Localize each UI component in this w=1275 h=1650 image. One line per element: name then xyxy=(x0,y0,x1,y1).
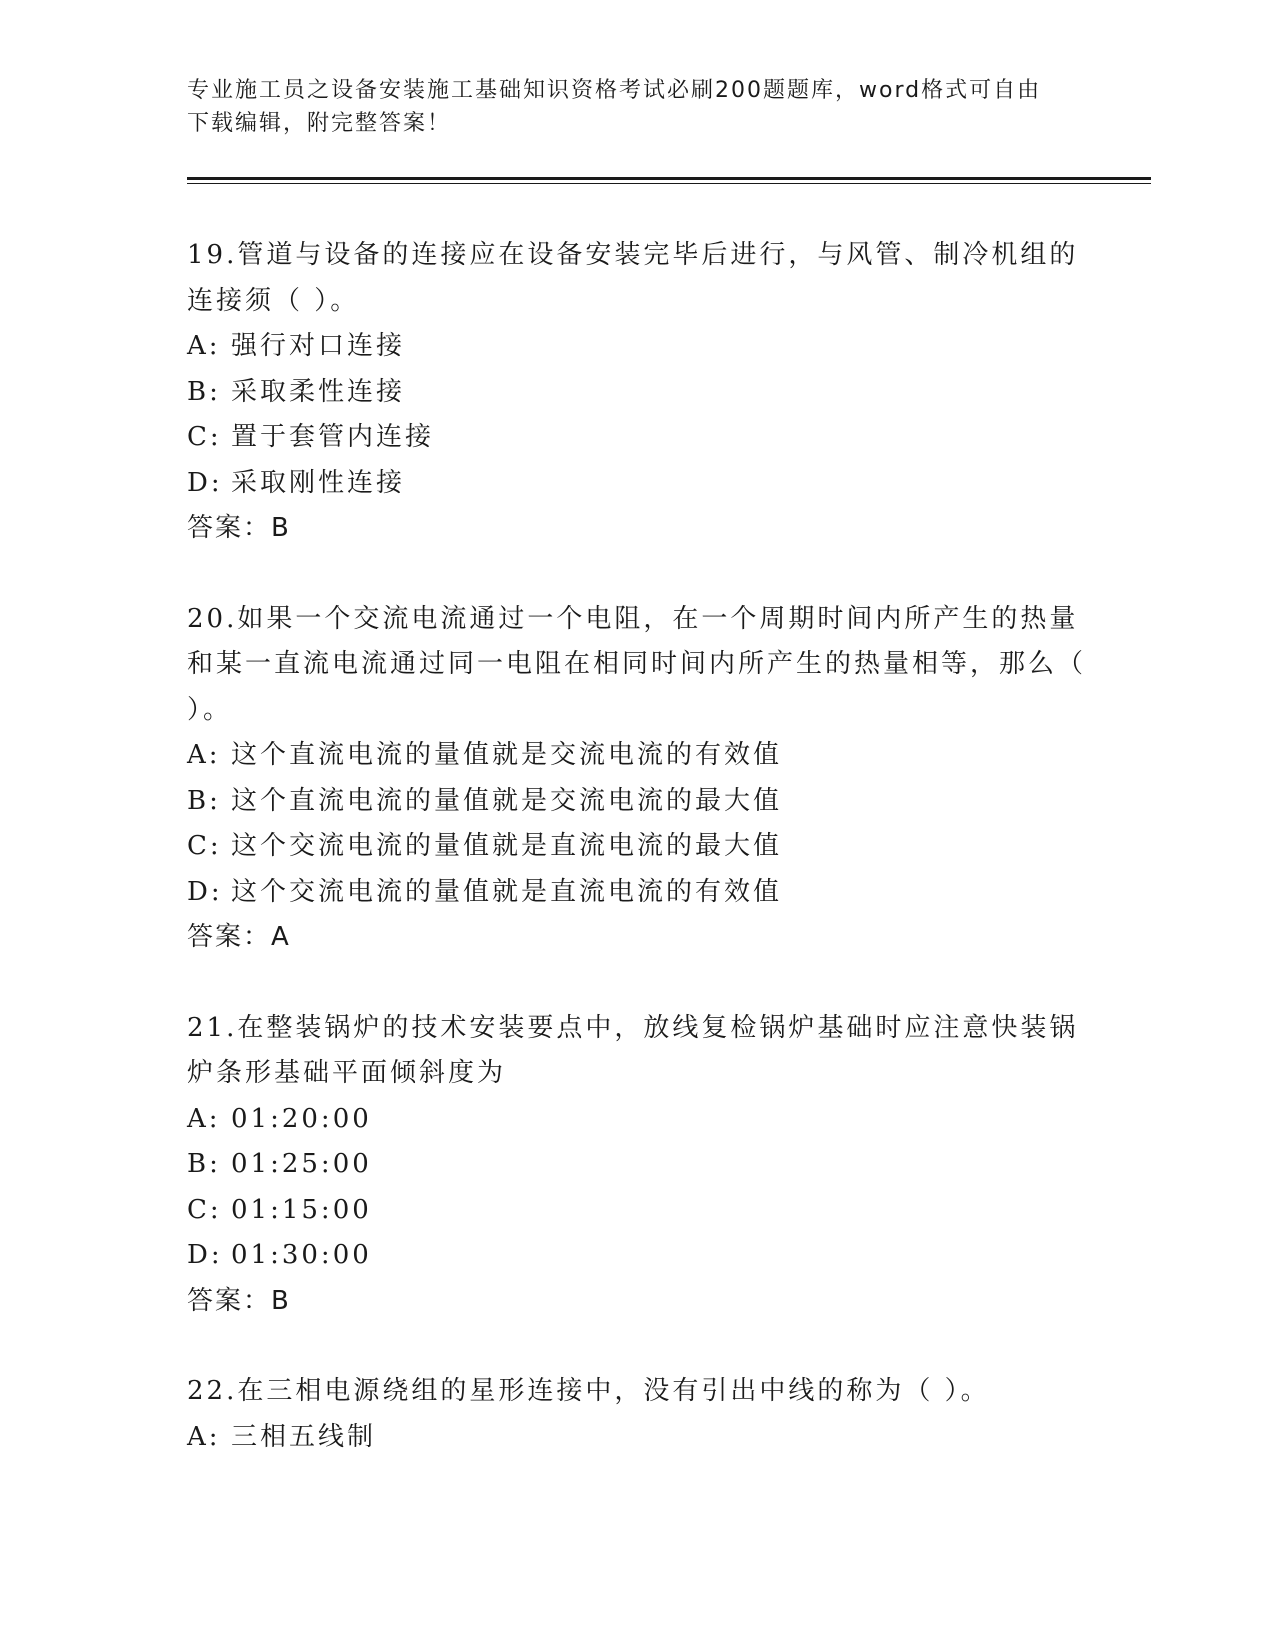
option-key: D: xyxy=(187,876,223,907)
option-text: 采取柔性连接 xyxy=(231,376,406,407)
option-d xyxy=(187,1233,1087,1279)
option-key: A: xyxy=(187,1103,221,1134)
option-key: B: xyxy=(187,1149,221,1179)
option-text: 这个交流电流的量值就是直流电流的有效值 xyxy=(231,876,783,907)
answer-line: 答案：B xyxy=(187,1285,291,1316)
option-key: D: xyxy=(187,1240,223,1270)
option-text: 01:25:00 xyxy=(231,1149,372,1179)
option-text: 01:15:00 xyxy=(231,1194,372,1225)
option-b xyxy=(187,779,1087,825)
option-a xyxy=(187,1415,1087,1461)
question-list xyxy=(187,233,1087,1505)
option-c xyxy=(187,415,1087,461)
option-key: A: xyxy=(187,1421,221,1452)
option-text: 01:30:00 xyxy=(231,1240,372,1270)
header-divider-thin xyxy=(187,183,1151,184)
option-key: C: xyxy=(187,1194,222,1225)
question-21 xyxy=(187,1006,1087,1325)
option-d xyxy=(187,461,1087,507)
option-text: 三相五线制 xyxy=(231,1421,377,1452)
header-line-2: 下载编辑，附完整答案！ xyxy=(187,111,452,136)
option-text: 强行对口连接 xyxy=(231,331,406,361)
option-text: 这个直流电流的量值就是交流电流的最大值 xyxy=(231,785,783,816)
question-22 xyxy=(187,1369,1087,1460)
option-text: 置于套管内连接 xyxy=(231,422,435,452)
header-line-1: 专业施工员之设备安装施工基础知识资格考试必刷200题题库，word格式可自由 xyxy=(187,78,1042,103)
answer-line: 答案：A xyxy=(187,922,291,952)
answer-line: 答案：B xyxy=(187,513,291,543)
option-key: B: xyxy=(187,376,221,407)
option-key: C: xyxy=(187,831,222,861)
option-text: 这个直流电流的量值就是交流电流的有效值 xyxy=(231,740,783,770)
question-stem: 21.在整装锅炉的技术安装要点中，放线复检锅炉基础时应注意快装锅炉条形基础平面倾斜度为 xyxy=(187,1012,1079,1088)
option-key: B: xyxy=(187,785,221,816)
option-text: 01:20:00 xyxy=(231,1103,372,1134)
header-divider-thick xyxy=(187,177,1151,180)
option-c xyxy=(187,1188,1087,1234)
option-a xyxy=(187,324,1087,370)
option-key: C: xyxy=(187,422,222,452)
question-stem: 20.如果一个交流电流通过一个电阻，在一个周期时间内所产生的热量和某一直流电流通过同一电阻在相同时间内所产生的热量相等，那么（ ）。 xyxy=(187,603,1087,725)
option-key: A: xyxy=(187,331,221,361)
document-header xyxy=(187,74,1087,140)
option-text: 这个交流电流的量值就是直流电流的最大值 xyxy=(231,831,783,861)
option-text: 采取刚性连接 xyxy=(231,467,406,498)
option-a xyxy=(187,733,1087,779)
option-key: A: xyxy=(187,740,221,770)
option-a xyxy=(187,1097,1087,1143)
option-d xyxy=(187,870,1087,916)
question-19 xyxy=(187,233,1087,552)
option-b xyxy=(187,1142,1087,1188)
option-key: D: xyxy=(187,467,223,498)
question-stem: 22.在三相电源绕组的星形连接中，没有引出中线的称为（ ）。 xyxy=(187,1376,990,1406)
option-c xyxy=(187,824,1087,870)
option-b xyxy=(187,370,1087,416)
question-stem: 19.管道与设备的连接应在设备安装完毕后进行，与风管、制冷机组的连接须（ ）。 xyxy=(187,240,1079,316)
question-20 xyxy=(187,597,1087,961)
